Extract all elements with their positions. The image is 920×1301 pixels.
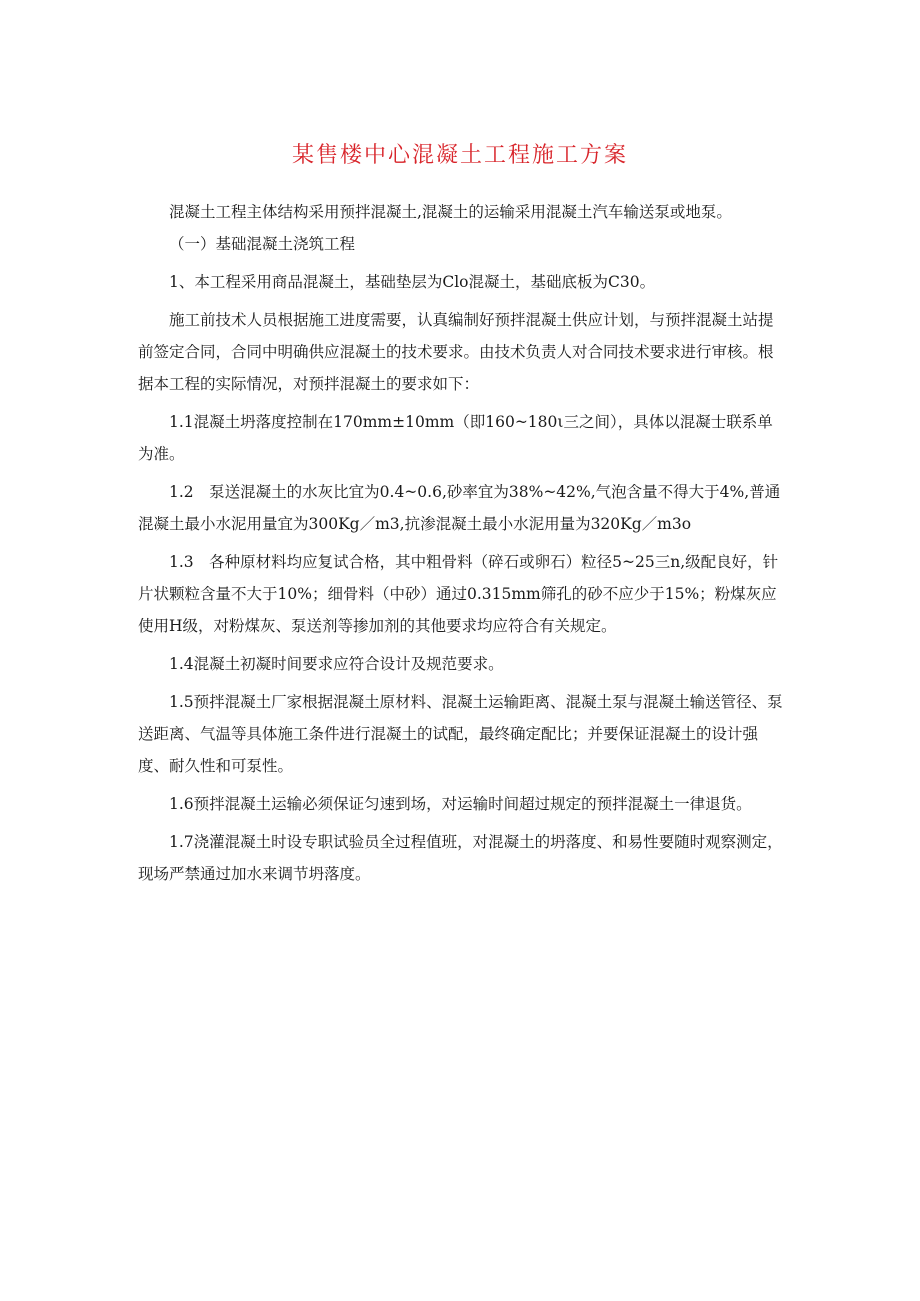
item-1-6-paragraph: 1.6预拌混凝土运输必须保证匀速到场，对运输时间超过规定的预拌混凝土一律退货。 — [169, 795, 752, 813]
item-1-1-paragraph: 1.1混凝土坍落度控制在170mm±10mm（即160~180ι三之间），具体以混凝士联系单为准。 — [138, 413, 773, 463]
item-1-4-paragraph: 1.4混凝土初凝时间要求应符合设计及规范要求。 — [169, 655, 504, 673]
item-1-2-paragraph: 1.2 泵送混凝土的水灰比宜为0.4~0.6,砂率宜为38%~42%,气泡含量不得大于4%,普通混凝土最小水泥用量宜为300Kg／m3,抗渗混凝土最小水泥用量为320Kg／m3o — [138, 483, 781, 533]
intro-paragraph: 混凝土工程主体结构采用预拌混凝土,混凝土的运输采用混凝土汽车输送泵或地泵。 — [169, 203, 732, 221]
document-title: 某售楼中心混凝土工程施工方案 — [291, 143, 628, 168]
item-1-3-paragraph: 1.3 各种原材料均应复试合格，其中粗骨料（碎石或卵石）粒径5~25三n,级配良好，针片状颗粒含量不大于10%；细骨料（中砂）通过0.315mm筛孔的砂不应少于15%；粉煤灰应使用H级，对粉煤灰、泵送剂等掺加剂的其他要求均应符合有关规定。 — [138, 553, 779, 635]
document-body — [138, 196, 788, 890]
item-1-7-paragraph: 1.7浇灌混凝土时设专职试验员全过程值班，对混凝土的坍落度、和易性要随时观察测定，现场严禁通过加水来调节坍落度。 — [138, 833, 783, 883]
section-heading: （一）基础混凝土浇筑工程 — [169, 235, 356, 253]
preparation-paragraph: 施工前技术人员根据施工进度需要，认真编制好预拌混凝土供应计划，与预拌混凝土站提前签定合同，合同中明确供应混凝土的技术要求。由技术负责人对合同技术要求进行审核。根据本工程的实际情况，对预拌混凝土的要求如下： — [138, 311, 774, 393]
item-1-5-paragraph: 1.5预拌混凝土厂家根据混凝土原材料、混凝土运输距离、混凝土泵与混凝土输送管径、泵送距离、气温等具体施工条件进行混凝土的试配，最终确定配比；并要保证混凝土的设计强度、耐久性和可泵性。 — [138, 693, 783, 775]
item-1-paragraph: 1、本工程采用商品混凝土，基础垫层为Clo混凝土，基础底板为C30。 — [169, 273, 656, 291]
